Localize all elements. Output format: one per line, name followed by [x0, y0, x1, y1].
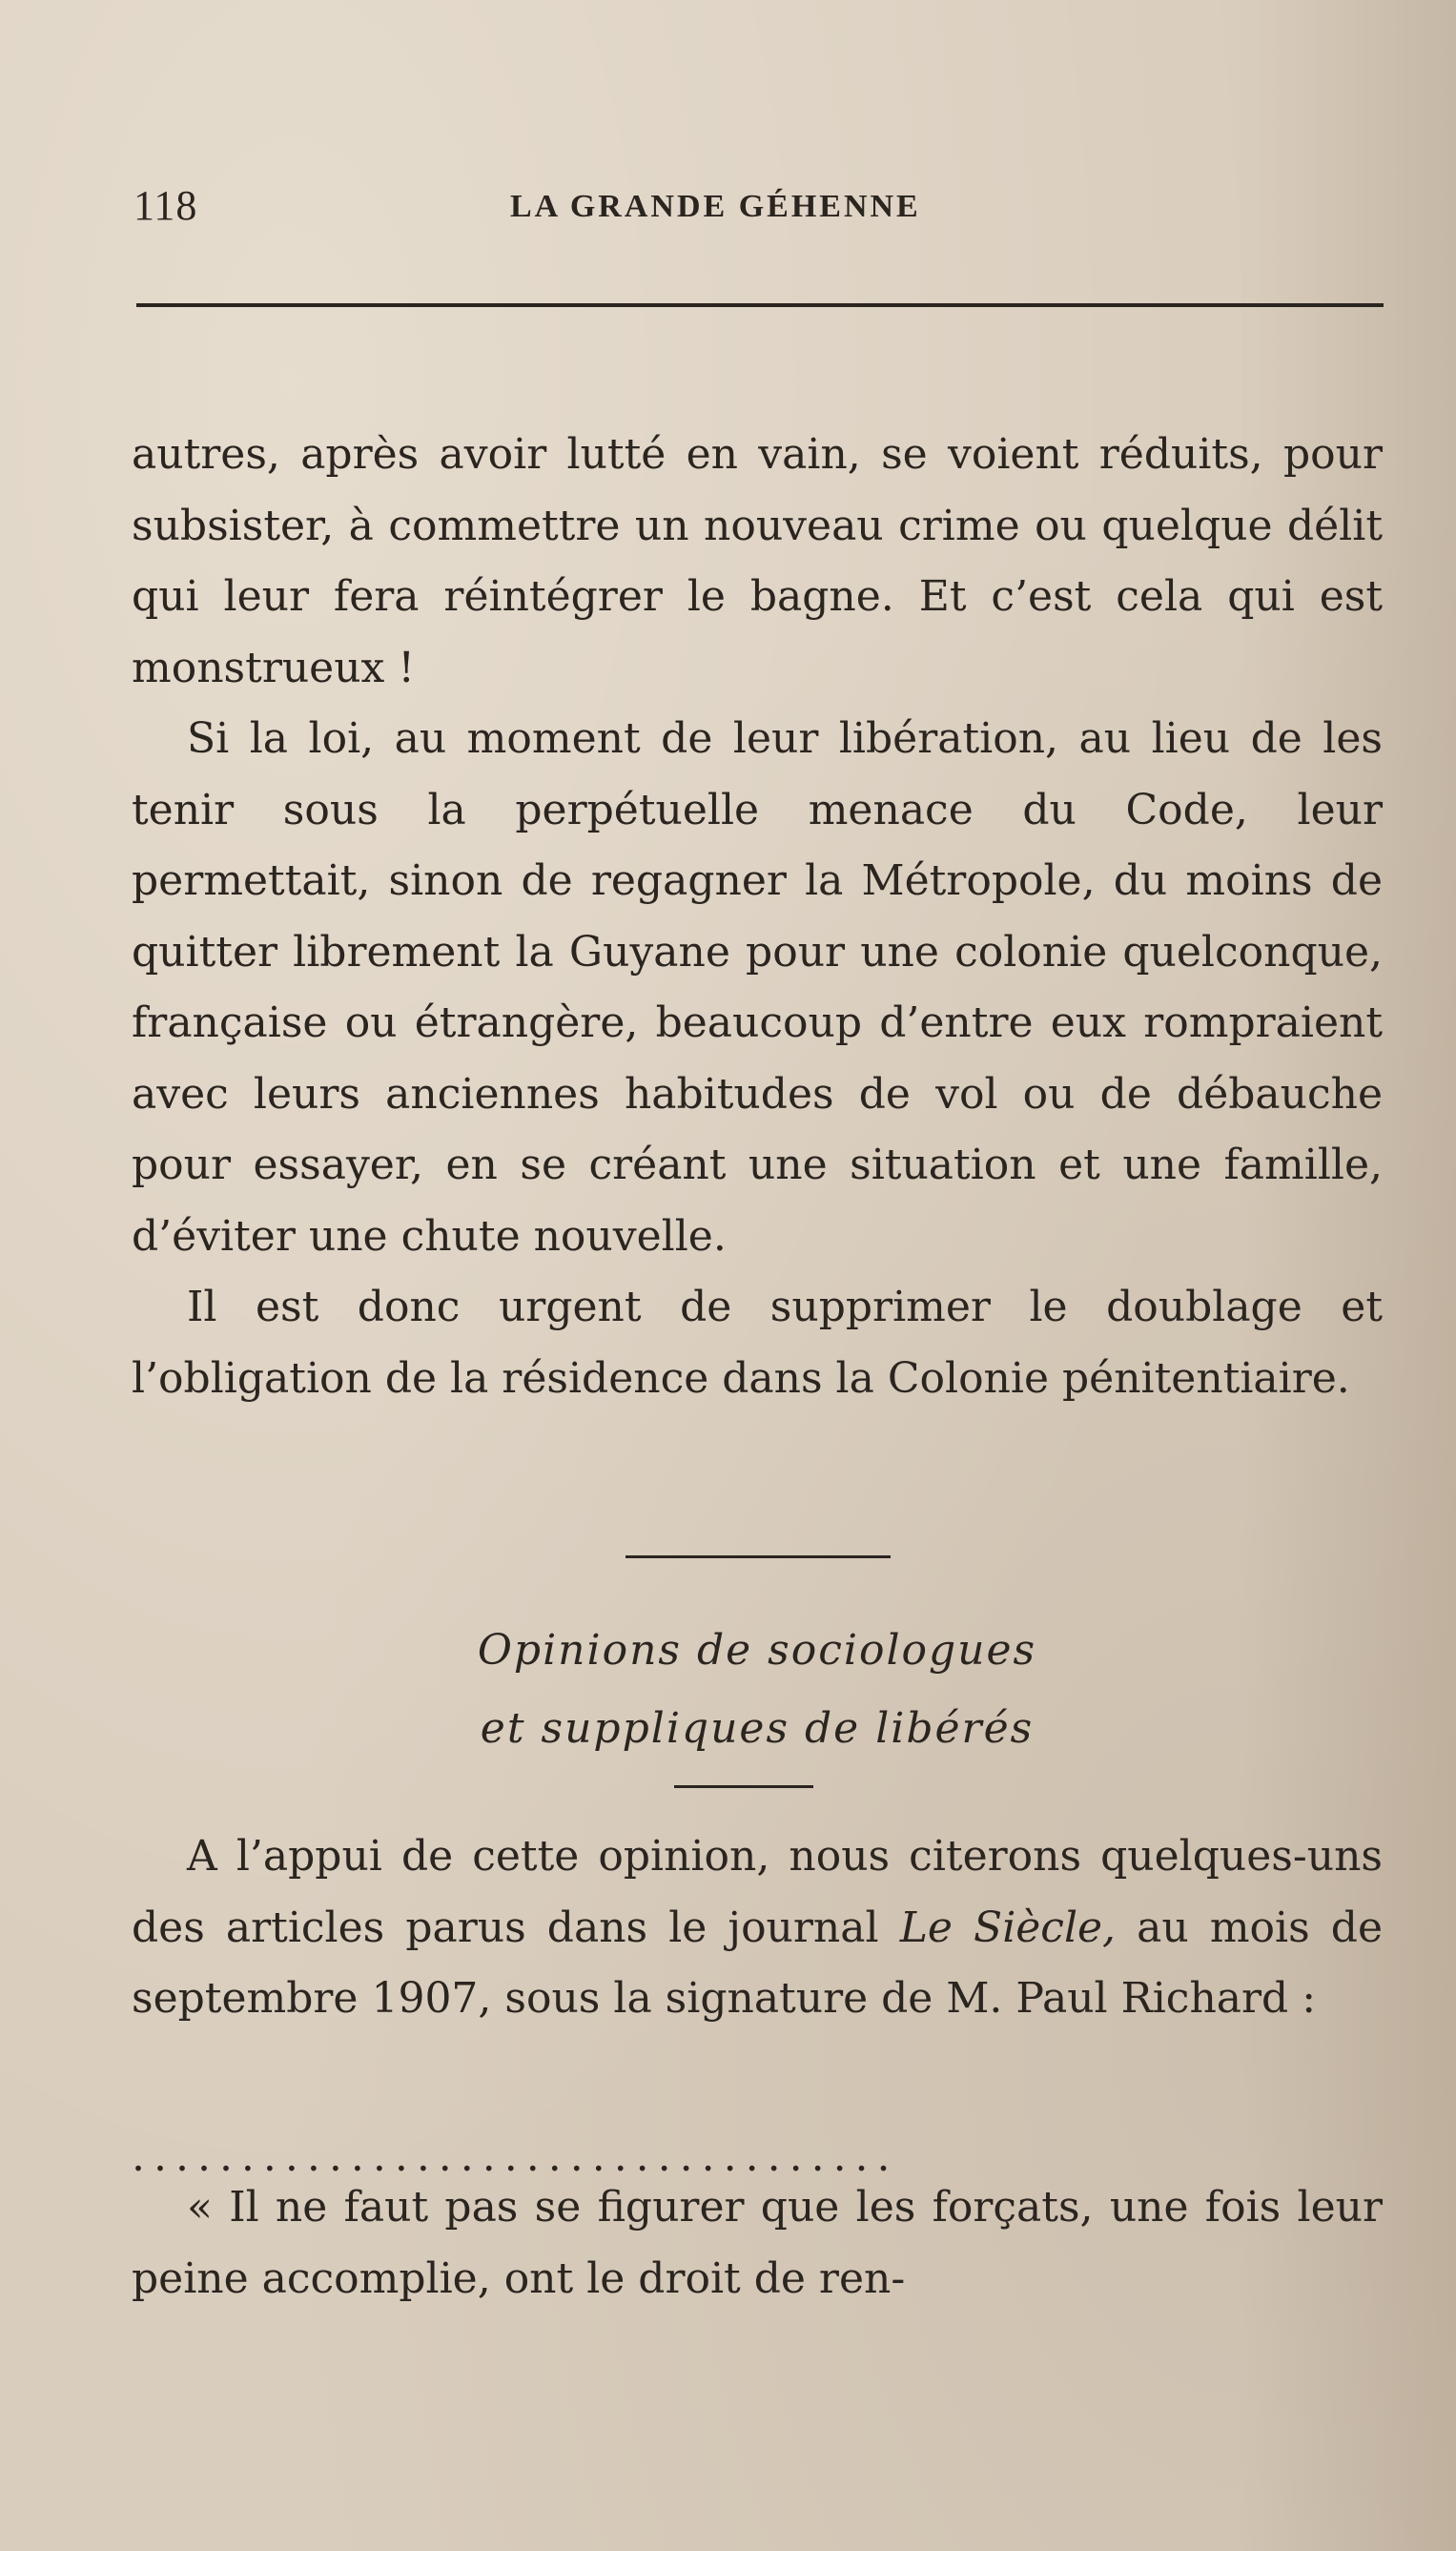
- running-head: [133, 181, 1373, 238]
- running-title: LA GRANDE GÉHENNE: [510, 189, 921, 224]
- citation-before: A l’appui de cette opinion, nous citerons quelques-uns des articles parus dans le journal: [132, 1832, 1383, 1952]
- section-title: [132, 1612, 1383, 1768]
- quote-text: [132, 2172, 1383, 2314]
- citation-after: au mois de septembre 1907, sous la signature de M. Paul Richard :: [132, 1903, 1383, 2023]
- header-rule: [136, 303, 1384, 307]
- journal-title: Le Siècle,: [899, 1903, 1117, 1952]
- section-title-line-2: et suppliques de libérés: [480, 1704, 1035, 1753]
- section-rule-bottom: [674, 1785, 813, 1788]
- section-rule-top: [625, 1555, 891, 1558]
- main-text: [132, 420, 1383, 1414]
- ellipsis-line: ...................................: [132, 2132, 899, 2181]
- paragraph-loi: Si la loi, au moment de leur libération, au lieu de les tenir sous la perpétuelle menace du Code, leur permettait, sinon de regagner la Métropole, du moins de quitter librement la Guyane pour une colonie quelconque, française ou étrangère, beaucoup d’entre eux rompraient avec leurs anciennes habitudes de vol ou de débauche pour essayer, en se créant une situation et une famille, d’éviter une chute nouvelle.: [132, 714, 1383, 1261]
- paragraph-urgent: Il est donc urgent de supprimer le doublage et l’obligation de la résidence dans la Colonie pénitentiaire.: [132, 1283, 1383, 1403]
- paragraph-citation: [132, 1821, 1383, 2035]
- paragraph-quote: « Il ne faut pas se figurer que les forçats, une fois leur peine accomplie, ont le droit de ren-: [132, 2183, 1383, 2303]
- paragraph-continuation: autres, après avoir lutté en vain, se voient réduits, pour subsister, à commettre un nouveau crime ou quelque délit qui leur fera réintégrer le bagne. Et c’est cela qui est monstrueux !: [132, 430, 1383, 692]
- citation-text: [132, 1821, 1383, 2035]
- page-number: 118: [133, 182, 198, 229]
- section-title-line-1: Opinions de sociologues: [477, 1626, 1037, 1675]
